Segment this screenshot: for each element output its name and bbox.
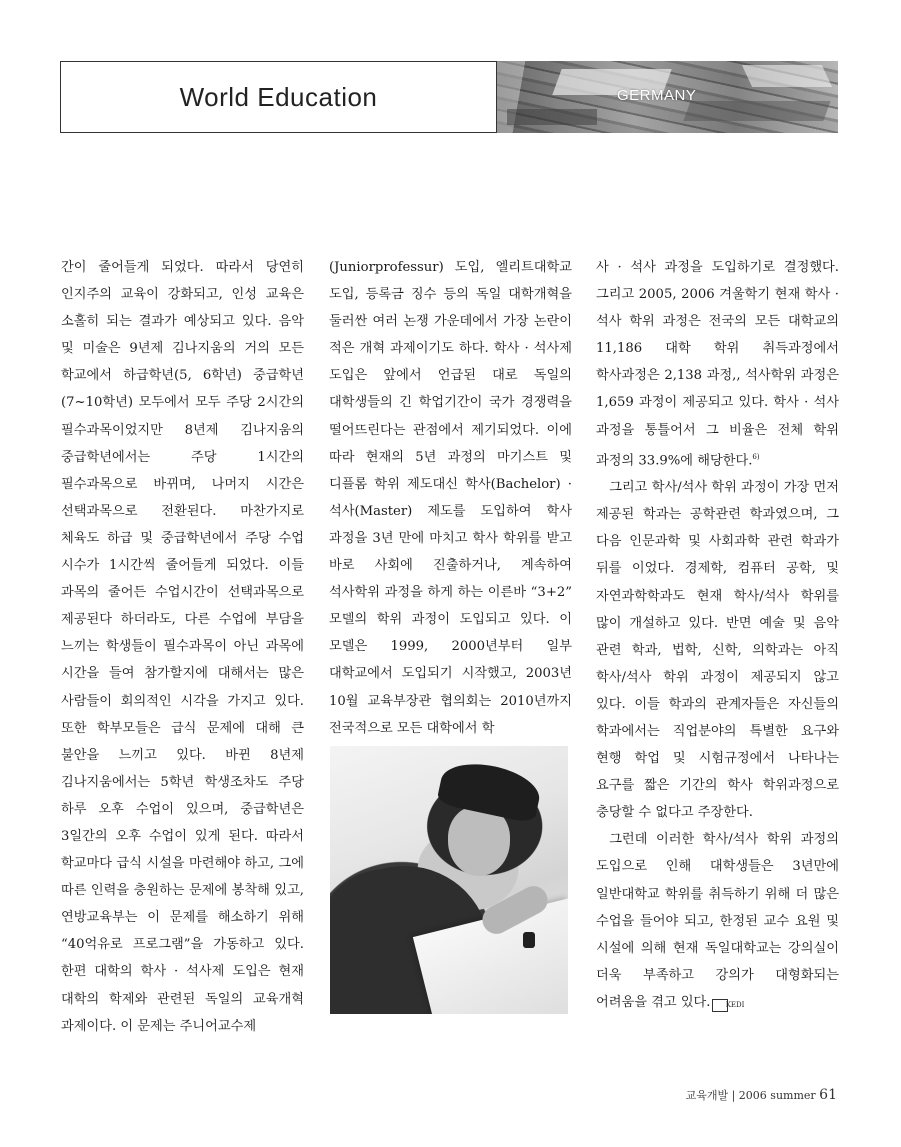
paragraph <box>596 254 839 474</box>
text-column-3 <box>596 254 839 1016</box>
text-column-1 <box>61 254 304 1040</box>
footnote-marker: 6) <box>752 452 760 461</box>
paragraph: 간이 줄어들게 되었다. 따라서 당연히 인지주의 교육이 강화되고, 인성 교육은 소홀히 되는 결과가 예상되고 있다. 음악 및 미술은 9년제 김나지움의 거의 모든 학교에서 하급학년(5, 6학년) 중급학년(7~10학년) 모두에서 모두 주당 2시간의 필수과목이었지만 8년제 김나지움의 중급학년에서는 주당 1시간의 필수과목으로 바뀌며, 나머지 시간은 선택과목으로 전환된다. 마찬가지로 체육도 하급 및 중급학년에서 주당 수업 시수가 1시간씩 줄어들게 되었다. 이들 과목의 줄어든 수업시간이 선택과목으로 제공된다 하더라도, 다른 수업에 부담을 느끼는 학생들이 필수과목이 아닌 과목에 시간을 들여 참가할지에 대해서는 많은 사람들이 회의적인 시각을 가지고 있다. 또한 학부모들은 급식 문제에 대해 큰 불안을 느끼고 있다. 바뀐 8년제 김나지움에서는 5학년 학생조차도 주당 하루 오후 수업이 있으며, 중급학년은 3일간의 오후 수업이 있게 된다. 따라서 학교마다 급식 시설을 마련해야 하고, 그에 따른 인력을 충원하는 문제에 봉착해 있고, 연방교육부는 이 문제를 해소하기 위해 “40억유로 프로그램”을 가동하고 있다. 한편 대학의 학사 · 석사제 도입은 현재 대학의 학제와 관련된 독일의 교육개혁 과제이다. 이 문제는 주니어교수제 <box>61 260 304 1034</box>
page-header <box>60 61 838 133</box>
header-banner-image <box>497 61 838 133</box>
end-mark-icon: KEDI <box>712 999 728 1012</box>
paragraph <box>596 826 839 1016</box>
text-column-2 <box>329 254 572 742</box>
header-title-box <box>60 61 497 133</box>
paragraph-text: 그런데 이러한 학사/석사 학위 과정의 도입으로 인해 대학생들은 3년만에 일반대학교 학위를 취득하기 위해 더 많은 수업을 들어야 되고, 한정된 교수 요원 및 시설에 의해 현재 독일대학교는 강의실이 더욱 부족하고 강의가 대형화되는 어려움을 겪고 있다. <box>596 832 839 1010</box>
paragraph-text: 사 · 석사 과정을 도입하기로 결정했다. 그리고 2005, 2006 겨울학기 현재 학사 · 석사 학위 과정은 전국의 모든 대학교의 11,186 대학 학위 취득과정에서 학사과정은 2,138 과정,, 석사학위 과정은 1,659 과정이 제공되고 있다. 학사 · 석사 과정을 통틀어서 그 비율은 전체 학위 과정의 33.9%에 해당한다. <box>596 260 839 469</box>
paragraph: (Juniorprofessur) 도입, 엘리트대학교 도입, 등록금 징수 등의 독일 대학개혁을 둘러싼 여러 논쟁 가운데에서 가장 논란이 적은 개혁 과제이기도 하다. 학사 · 석사제 도입은 앞에서 언급된 대로 독일의 대학생들의 긴 학업기간이 국가 경쟁력을 떨어뜨린다는 관점에서 제기되었다. 이에 따라 현재의 5년 과정의 마기스트 및 디플롬 학위 제도대신 학사(Bachelor) · 석사(Master) 제도를 도입하여 학사 과정을 3년 만에 마치고 학사 학위를 받고 바로 사회에 진출하거나, 계속하여 석사학위 과정을 하게 하는 이른바 “3+2” 모델의 학위 과정이 도입되고 있다. 이 모델은 1999, 2000년부터 일부 대학교에서 도입되기 시작했고, 2003년 10월 교육부장관 협의회는 2010년까지 전국적으로 모든 대학에서 학 <box>329 260 572 736</box>
publication-info: 교육개발 | 2006 summer <box>685 1089 816 1102</box>
paragraph: 그리고 학사/석사 학위 과정이 가장 먼저 제공된 학과는 공학관련 학과였으며, 그 다음 인문과학 및 사회과학 관련 학과가 뒤를 이었다. 경제학, 컴퓨터 공학, 및 자연과학학과도 현재 학사/석사 학위를 많이 개설하고 있다. 반면 예술 및 음악 관련 학과, 법학, 신학, 의학과는 아직 학사/석사 학위 과정이 제공되지 않고 있다. 이들 학과의 관계자들은 자신들의 학과에서는 직업분야의 특별한 요구와 현행 학업 및 시험규정에서 나타나는 요구를 짧은 기간의 학사 학위과정으로 충당할 수 없다고 주장한다. <box>596 480 839 821</box>
country-label: GERMANY <box>617 87 697 104</box>
page-number: 61 <box>819 1087 837 1103</box>
page-footer <box>686 1087 837 1103</box>
student-writing-photo <box>330 746 568 1014</box>
section-title: World Education <box>179 81 378 112</box>
